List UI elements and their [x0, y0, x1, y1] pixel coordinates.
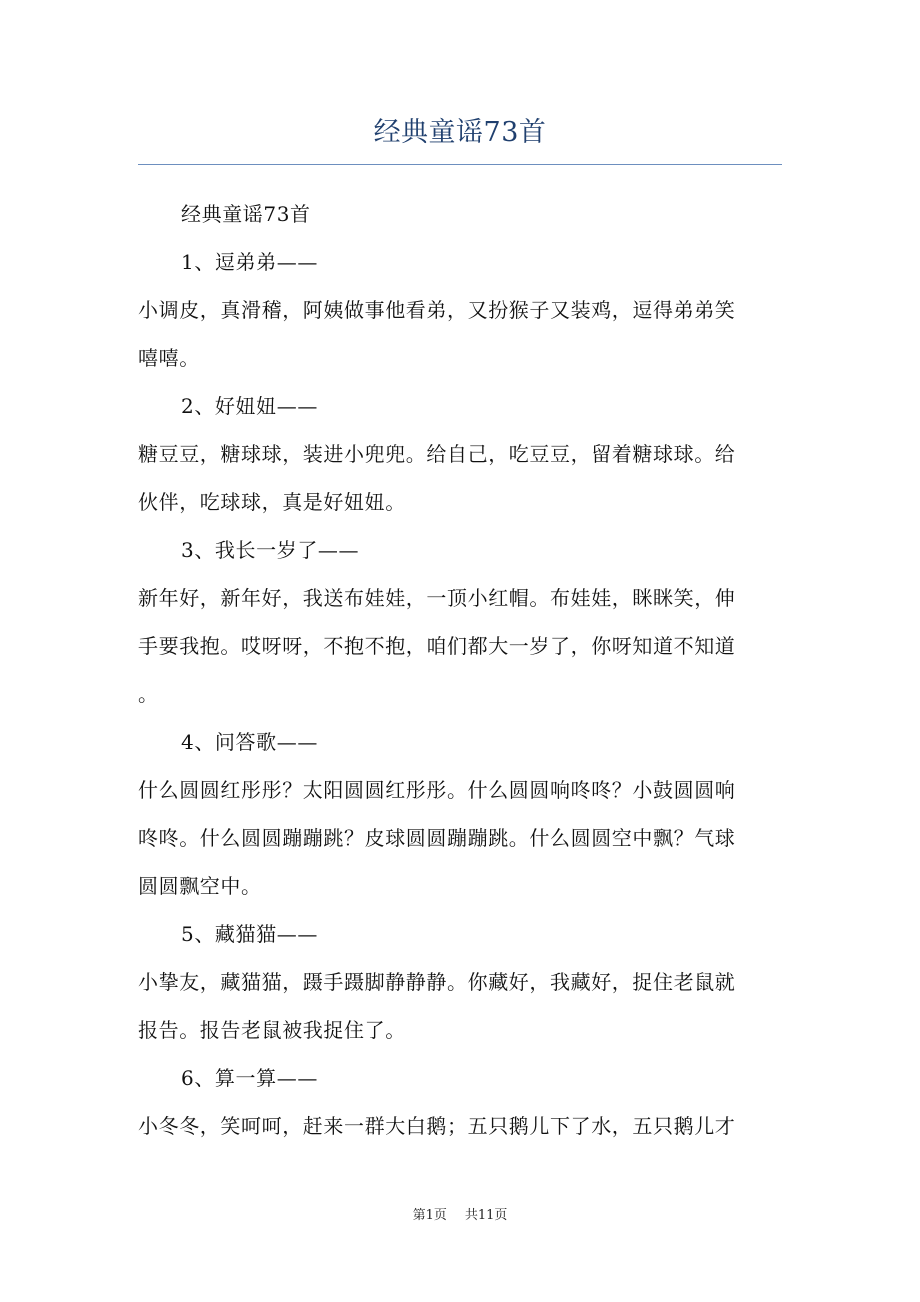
- heading-line: 4、问答歌——: [181, 730, 318, 754]
- text-line: 新年好，新年好，我送布娃娃，一顶小红帽。布娃娃，眯眯笑，伸: [138, 586, 736, 610]
- document-title: 经典童谣73首: [373, 117, 547, 148]
- text-line: 什么圆圆红彤彤？太阳圆圆红彤彤。什么圆圆响咚咚？小鼓圆圆响: [138, 778, 736, 802]
- text-line: 圆圆飘空中。: [138, 874, 262, 898]
- text-line: 手要我抱。哎呀呀，不抱不抱，咱们都大一岁了，你呀知道不知道: [138, 634, 736, 658]
- text-line: 小冬冬，笑呵呵，赶来一群大白鹅；五只鹅儿下了水，五只鹅儿才: [138, 1114, 736, 1138]
- text-line: 嘻嘻。: [138, 346, 200, 370]
- heading-line: 5、藏猫猫——: [181, 922, 318, 946]
- heading-line: 3、我长一岁了——: [181, 538, 360, 562]
- text-line: 报告。报告老鼠被我捉住了。: [138, 1018, 406, 1042]
- page-number: 第1页: [412, 1208, 447, 1223]
- text-line: 伙伴，吃球球，真是好妞妞。: [138, 490, 406, 514]
- heading-line: 2、好妞妞——: [181, 394, 318, 418]
- text-line: 。: [138, 682, 159, 706]
- text-line: 咚咚。什么圆圆蹦蹦跳？皮球圆圆蹦蹦跳。什么圆圆空中飘？气球: [138, 826, 736, 850]
- title-divider: [138, 164, 782, 165]
- text-line: 小挚友，藏猫猫，蹑手蹑脚静静静。你藏好，我藏好，捉住老鼠就: [138, 970, 736, 994]
- heading-line: 6、算一算——: [181, 1066, 318, 1090]
- heading-line: 1、逗弟弟——: [181, 250, 318, 274]
- text-line: 糖豆豆，糖球球，装进小兜兜。给自己，吃豆豆，留着糖球球。给: [138, 442, 736, 466]
- subtitle-line: 经典童谣73首: [181, 202, 311, 226]
- text-line: 小调皮，真滑稽，阿姨做事他看弟，又扮猴子又装鸡，逗得弟弟笑: [138, 298, 736, 322]
- page-footer: [0, 1206, 920, 1226]
- page-total: 共11页: [464, 1208, 508, 1223]
